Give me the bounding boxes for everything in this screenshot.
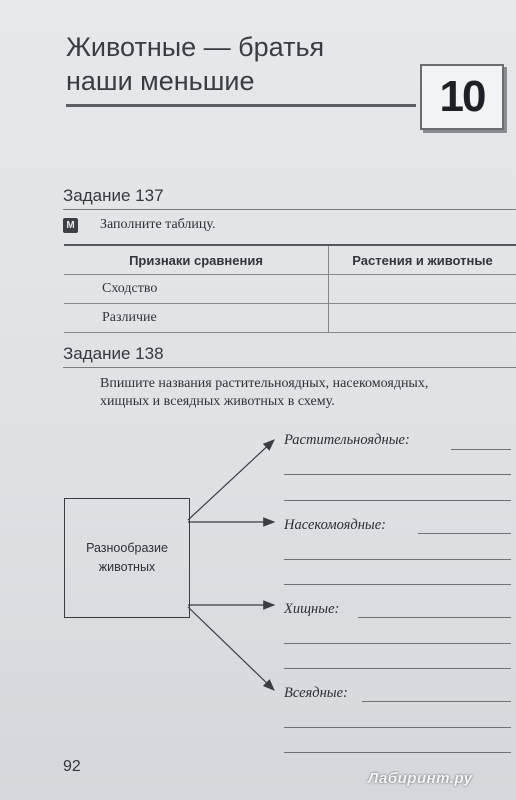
table-header-row	[64, 245, 516, 275]
task-138-instruction-line1: Впишите названия растительноядных, насекомоядных,	[100, 376, 429, 391]
arrow-herbivores	[188, 440, 274, 520]
task-137-heading: Задание 137	[63, 186, 164, 205]
comparison-table	[64, 244, 516, 333]
task-138-heading: Задание 138	[63, 344, 164, 363]
table-cell: Сходство	[64, 275, 329, 304]
answer-line[interactable]	[284, 559, 511, 560]
title-underline	[66, 104, 416, 107]
method-icon: М	[63, 218, 78, 233]
answer-line[interactable]	[284, 643, 511, 644]
table-header: Растения и животные	[329, 245, 516, 275]
page-number: 92	[63, 758, 81, 775]
table-cell: Различие	[64, 304, 329, 333]
chapter-title-line1: Животные — братья	[66, 32, 325, 62]
chapter-title-line2: наши меньшие	[66, 66, 255, 96]
table-row	[64, 304, 516, 333]
answer-line[interactable]	[284, 584, 511, 585]
chapter-number: 10	[439, 72, 485, 121]
task-138-rule	[63, 367, 516, 368]
answer-line[interactable]	[284, 474, 511, 475]
category-predators: Хищные:	[284, 601, 340, 617]
category-herbivores: Растительноядные:	[284, 432, 410, 448]
task-137-rule	[63, 209, 516, 210]
task-137-instruction: Заполните таблицу.	[100, 217, 216, 232]
answer-line[interactable]	[284, 500, 511, 501]
table-header: Признаки сравнения	[64, 245, 329, 275]
category-omnivores: Всеядные:	[284, 685, 348, 701]
answer-cell[interactable]	[329, 304, 516, 333]
answer-line[interactable]	[284, 668, 511, 669]
center-box-line1: Разнообразие	[86, 541, 168, 555]
chapter-number-box	[420, 64, 504, 130]
answer-line[interactable]	[284, 727, 511, 728]
watermark-logo: Лабиринт.ру	[368, 770, 473, 787]
chapter-title	[66, 30, 426, 98]
arrow-omnivores	[188, 607, 274, 690]
answer-line[interactable]	[362, 701, 511, 702]
category-insectivores: Насекомоядные:	[284, 517, 386, 533]
answer-cell[interactable]	[329, 275, 516, 304]
answer-line[interactable]	[451, 449, 511, 450]
center-box	[64, 498, 190, 618]
task-138-instruction-line2: хищных и всеядных животных в схему.	[100, 394, 335, 409]
answer-line[interactable]	[358, 617, 511, 618]
table-row	[64, 275, 516, 304]
answer-line[interactable]	[284, 752, 511, 753]
center-box-line2: животных	[98, 560, 156, 574]
answer-line[interactable]	[418, 533, 511, 534]
